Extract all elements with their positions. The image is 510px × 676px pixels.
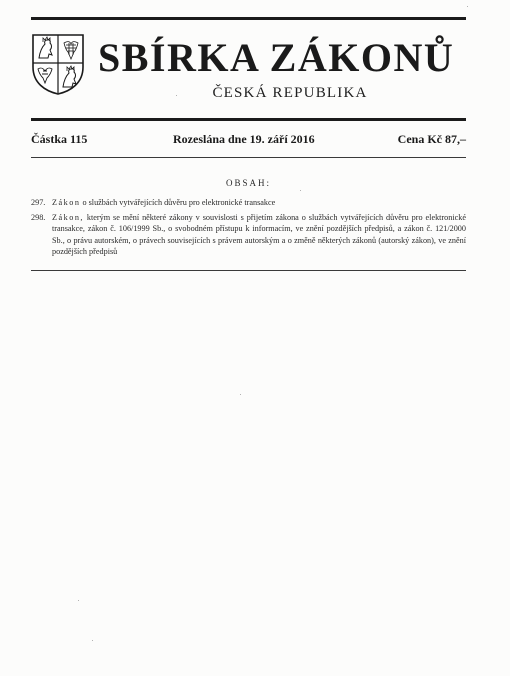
- contents-rule: [31, 270, 466, 271]
- issue-number: Částka 115: [31, 132, 88, 146]
- top-rule: [31, 17, 466, 20]
- issue-price: Cena Kč 87,–: [397, 132, 466, 146]
- scan-speck: [240, 394, 241, 395]
- item-text: [52, 212, 466, 257]
- list-item: [31, 197, 466, 208]
- publication-title: SBÍRKA ZÁKONŮ: [98, 35, 455, 80]
- scan-speck: [300, 190, 301, 191]
- scan-speck: [467, 6, 468, 7]
- contents-list: [31, 197, 466, 261]
- publication-date: Rozeslána dne 19. září 2016: [173, 132, 315, 146]
- publication-subtitle: ČESKÁ REPUBLIKA: [212, 85, 368, 101]
- scan-speck: [78, 600, 79, 601]
- item-description: o službách vytvářejících důvěru pro elektronické transakce: [80, 198, 276, 207]
- scan-speck: [92, 640, 93, 641]
- item-lead: Zákon: [52, 198, 81, 207]
- header-rule: [31, 118, 466, 121]
- item-lead: Zákon,: [52, 213, 84, 223]
- info-rule: [31, 157, 466, 158]
- item-text: [52, 197, 466, 208]
- item-number: 297.: [31, 198, 46, 207]
- item-description: kterým se mění některé zákony v souvislosti s přijetím zákona o službách vytvářejících důvěru pro elektronické transakce, zákon č. 106/1999 Sb., o svobodném přístupu k informacím, ve znění pozdějších předpisů, a zákon č. 121/2000 Sb., o právu autorském, o právech souvisejících s právem autorským a o změně některých zákonů (autorský zákon), ve znění pozdějších předpisů: [52, 213, 466, 256]
- issue-info-bar: [31, 131, 466, 147]
- list-item: [31, 212, 466, 257]
- item-number: 298.: [31, 213, 46, 223]
- scan-speck: [176, 95, 177, 96]
- contents-heading: OBSAH:: [225, 178, 271, 188]
